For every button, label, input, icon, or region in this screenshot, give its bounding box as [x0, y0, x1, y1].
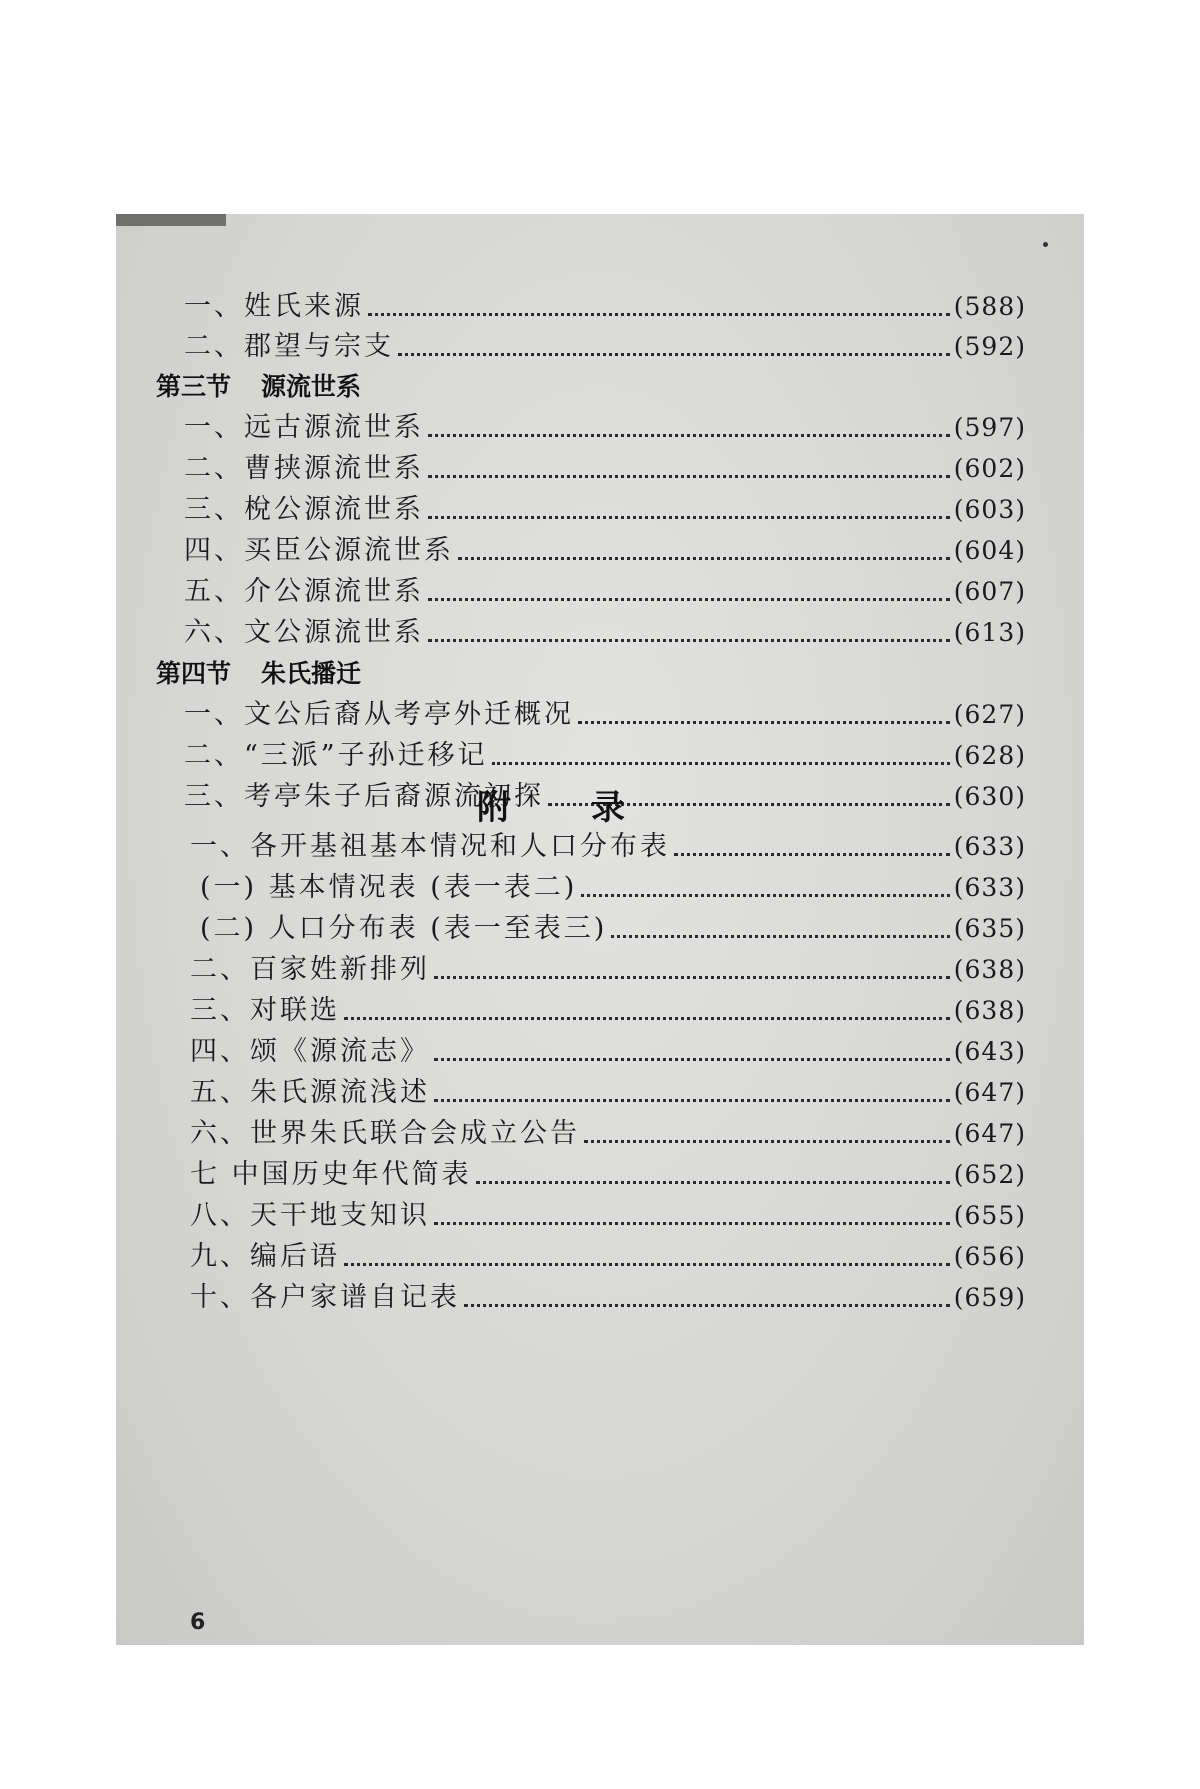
toc-entry[interactable]: [184, 532, 1026, 570]
toc-entry-label: 六、文公源流世系: [184, 617, 424, 648]
toc-entry[interactable]: [190, 828, 1026, 866]
toc-entry-page: (592): [953, 332, 1026, 361]
toc-entry[interactable]: [190, 1238, 1026, 1276]
dot-leader: [344, 1017, 950, 1020]
toc-entry-page: (597): [953, 413, 1026, 442]
toc-entry[interactable]: [184, 409, 1026, 447]
book-page: [116, 214, 1084, 1645]
page-number: 6: [190, 1610, 206, 1635]
toc-entry-page: (656): [953, 1242, 1026, 1271]
toc-entry-label: 九、编后语: [190, 1241, 340, 1272]
toc-entry-label: 五、朱氏源流浅述: [190, 1077, 430, 1108]
toc-entry-page: (588): [953, 292, 1026, 321]
section-number: 第三节: [156, 372, 232, 401]
dot-leader: [476, 1181, 950, 1184]
dot-leader: [458, 557, 950, 560]
dot-leader: [434, 976, 950, 979]
dot-leader: [434, 1099, 950, 1102]
toc-entry[interactable]: [184, 288, 1026, 326]
dot-leader: [464, 1304, 950, 1307]
toc-entry-label: 一、远古源流世系: [184, 412, 424, 443]
toc-entry[interactable]: [184, 450, 1026, 488]
toc-entry-page: (635): [953, 914, 1026, 943]
dot-leader: [428, 434, 950, 437]
toc-entry-label: 七 中国历史年代简表: [190, 1159, 472, 1190]
toc-entry[interactable]: [190, 1115, 1026, 1153]
toc-entry-label: 二、曹挟源流世系: [184, 453, 424, 484]
toc-entry[interactable]: [184, 328, 1026, 366]
toc-entry-label: 一、各开基祖基本情况和人口分布表: [190, 831, 670, 862]
toc-entry-page: (613): [953, 618, 1026, 647]
dot-leader: [611, 935, 949, 938]
toc-entry[interactable]: [200, 869, 1026, 907]
toc-entry-label: 四、买臣公源流世系: [184, 535, 454, 566]
toc-entry-page: (652): [953, 1160, 1026, 1189]
dot-leader: [492, 762, 950, 765]
toc-entry-label: 三、对联选: [190, 995, 340, 1026]
page-edge-shadow: [116, 214, 226, 226]
toc-entry[interactable]: [184, 737, 1026, 775]
toc-entry-page: (638): [953, 955, 1026, 984]
toc-entry[interactable]: [184, 573, 1026, 611]
dot-leader: [344, 1263, 950, 1266]
toc-entry-label: 二、百家姓新排列: [190, 954, 430, 985]
toc-entry-page: (603): [953, 495, 1026, 524]
toc-entry-page: (604): [953, 536, 1026, 565]
toc-entry[interactable]: [184, 614, 1026, 652]
toc-entry-label: (一) 基本情况表 (表一表二): [200, 872, 578, 903]
toc-entry-page: (647): [953, 1119, 1026, 1148]
dot-leader: [368, 313, 950, 316]
toc-entry-page: (633): [953, 832, 1026, 861]
toc-entry-label: 二、郡望与宗支: [184, 331, 394, 362]
toc-entry-label: 三、梲公源流世系: [184, 494, 424, 525]
dot-leader: [434, 1058, 950, 1061]
toc-entry-label: 四、颂《源流志》: [190, 1036, 430, 1067]
dot-leader: [674, 853, 950, 856]
section-heading[interactable]: [156, 368, 361, 406]
ink-dot: [1043, 242, 1048, 247]
toc-entry[interactable]: [190, 1074, 1026, 1112]
dot-leader: [434, 1222, 950, 1225]
dot-leader: [398, 353, 950, 356]
toc-entry-page: (659): [953, 1283, 1026, 1312]
toc-entry-page: (630): [953, 782, 1026, 811]
section-heading[interactable]: [156, 655, 361, 693]
toc-entry[interactable]: [190, 1156, 1026, 1194]
toc-entry-label: (二) 人口分布表 (表一至表三): [200, 913, 608, 944]
dot-leader: [428, 639, 950, 642]
toc-entry-page: (628): [953, 741, 1026, 770]
toc-entry[interactable]: [190, 1279, 1026, 1317]
toc-entry[interactable]: [200, 910, 1026, 948]
toc-entry-label: 六、世界朱氏联合会成立公告: [190, 1118, 580, 1149]
toc-entry[interactable]: [184, 696, 1026, 734]
toc-entry-label: 十、各户家谱自记表: [190, 1282, 460, 1313]
toc-entry-page: (638): [953, 996, 1026, 1025]
toc-entry-page: (607): [953, 577, 1026, 606]
dot-leader: [578, 721, 950, 724]
dot-leader: [428, 475, 950, 478]
dot-leader: [428, 598, 950, 601]
toc-entry-label: 五、介公源流世系: [184, 576, 424, 607]
toc-entry-page: (602): [953, 454, 1026, 483]
toc-entry[interactable]: [190, 1197, 1026, 1235]
toc-entry[interactable]: [184, 491, 1026, 529]
toc-entry-label: 二、“三派”子孙迁移记: [184, 740, 488, 771]
toc-entry[interactable]: [190, 1033, 1026, 1071]
section-name: 朱氏播迁: [261, 659, 362, 688]
toc-entry[interactable]: [190, 992, 1026, 1030]
toc-entry-label: 八、天干地支知识: [190, 1200, 430, 1231]
toc-entry-page: (627): [953, 700, 1026, 729]
dot-leader: [584, 1140, 950, 1143]
toc-entry-label: 三、考亭朱子后裔源流初探: [184, 781, 544, 812]
section-name: 源流世系: [261, 372, 362, 401]
dot-leader: [428, 516, 950, 519]
toc-entry-page: (647): [953, 1078, 1026, 1107]
toc-entry[interactable]: [190, 951, 1026, 989]
toc-entry-page: (633): [953, 873, 1026, 902]
toc-entry-page: (655): [953, 1201, 1026, 1230]
dot-leader: [581, 894, 949, 897]
toc-entry-label: 一、文公后裔从考亭外迁概况: [184, 699, 574, 730]
appendix-title: 附录: [477, 788, 705, 828]
toc-entry-page: (643): [953, 1037, 1026, 1066]
section-number: 第四节: [156, 659, 232, 688]
toc-entry-label: 一、姓氏来源: [184, 291, 364, 322]
